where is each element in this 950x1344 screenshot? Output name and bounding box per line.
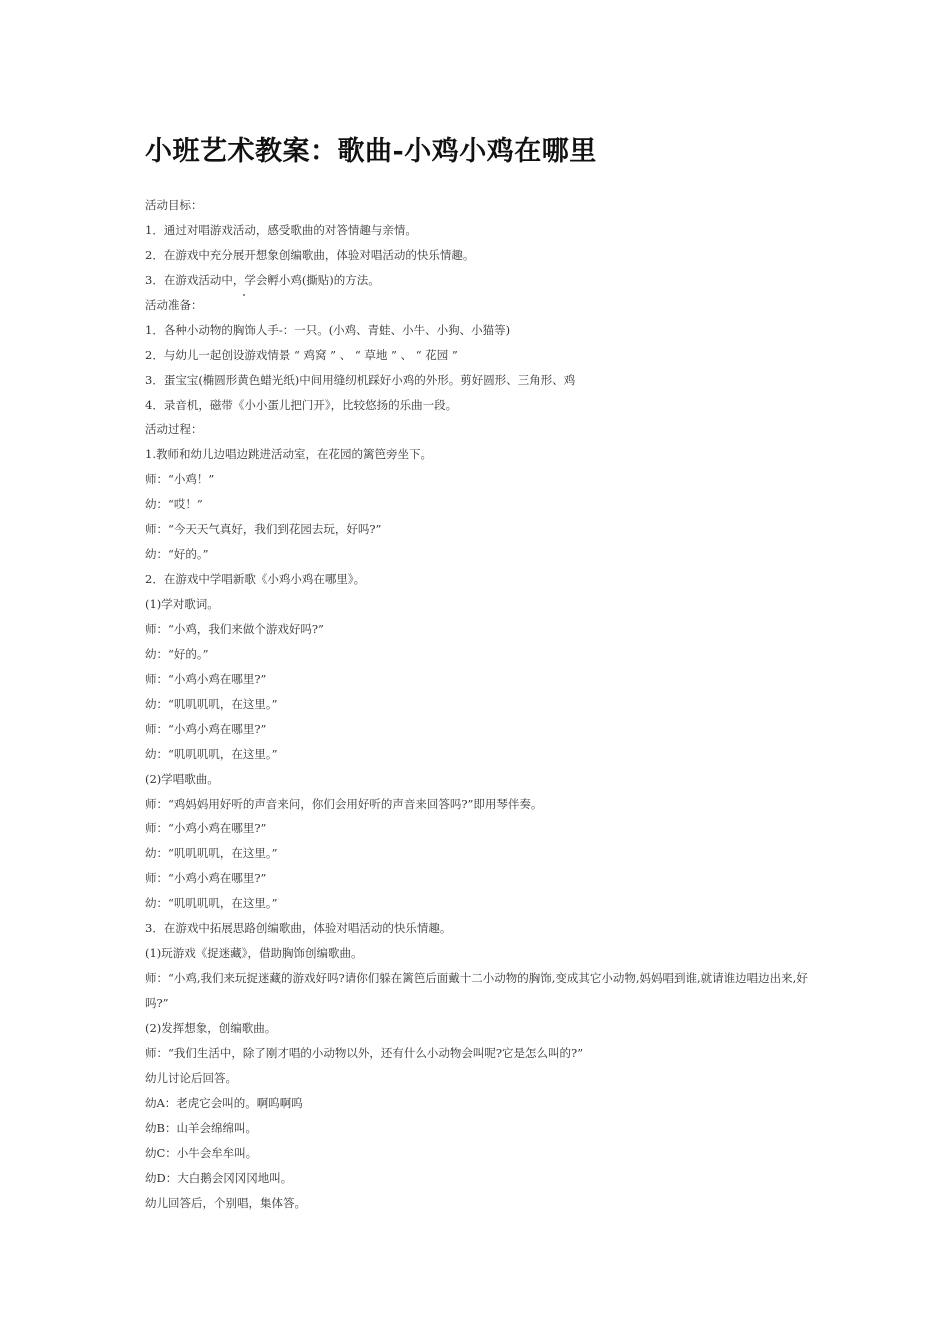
text-line: 幼A：老虎它会叫的。啊呜啊呜 <box>145 1095 303 1110</box>
text-line: 幼儿回答后，个别唱，集体答。 <box>145 1195 306 1210</box>
text-line: 师：“小鸡！” <box>145 472 215 487</box>
text-line: 2．与幼儿一起创设游戏情景 “ 鸡窝 ” 、 “ 草地 ” 、 “ 花园 ” <box>145 347 458 362</box>
text-line: 2．在游戏中充分展开想象创编歌曲，体验对唱活动的快乐情趣。 <box>145 247 475 262</box>
text-line: (1)学对歌词。 <box>145 597 219 611</box>
text-line: 活动准备： <box>145 297 203 312</box>
text-line: 幼：“叽叽叽叽，在这里。” <box>145 746 278 761</box>
text-line: 师：“鸡妈妈用好听的声音来问，你们会用好听的声音来回答吗?”即用琴伴奏。 <box>145 796 543 811</box>
text-line: 师：“小鸡,我们来玩捉迷藏的游戏好吗?请你们躲在篱笆后面戴十二小动物的胸饰,变成其它小动物,妈妈唱到谁,就请谁边唱边出来,好 <box>145 971 808 986</box>
text-line: 师：“小鸡小鸡在哪里?” <box>145 721 267 736</box>
text-line: 3．在游戏中拓展思路创编歌曲，体验对唱活动的快乐情趣。 <box>145 921 452 936</box>
text-line: 幼C：小牛会牟牟叫。 <box>145 1145 258 1160</box>
text-line: 1．通过对唱游戏活动，感受歌曲的对答情趣与亲情。 <box>145 222 417 237</box>
text-line: 1.教师和幼儿边唱边跳进活动室，在花园的篱笆旁坐下。 <box>145 447 432 462</box>
text-line: 师：“小鸡，我们来做个游戏好吗?” <box>145 621 324 636</box>
page-title: 小班艺术教案：歌曲-小鸡小鸡在哪里 <box>145 136 597 167</box>
text-line: 师：“我们生活中，除了刚才唱的小动物以外，还有什么小动物会叫呢?它是怎么叫的?” <box>145 1045 584 1060</box>
text-line: 2．在游戏中学唱新歌《小鸡小鸡在哪里》。 <box>145 572 366 587</box>
text-line: 4．录音机，磁带《小小蛋儿把门开》，比较悠扬的乐曲一段。 <box>145 397 458 412</box>
document-body <box>145 193 815 1215</box>
text-line: 师：“小鸡小鸡在哪里?” <box>145 821 267 836</box>
text-line: (1)玩游戏《捉迷藏》，借助胸饰创编歌曲。 <box>145 946 363 961</box>
text-line: 幼：“叽叽叽叽，在这里。” <box>145 846 278 861</box>
text-line: 师：“小鸡小鸡在哪里?” <box>145 871 267 886</box>
text-line: 3．在游戏活动中，学会孵小鸡(撕贴)的方法。 <box>145 272 380 287</box>
text-line: 幼：“哎！” <box>145 497 203 512</box>
text-line: 师：“小鸡小鸡在哪里?” <box>145 671 267 686</box>
text-line: 幼儿讨论后回答。 <box>145 1070 237 1085</box>
text-line: 幼：“好的。” <box>145 646 209 661</box>
text-line: 师：“今天天气真好，我们到花园去玩，好吗?” <box>145 522 382 537</box>
text-line: (2)学唱歌曲。 <box>145 771 219 786</box>
text-line: 幼：“好的。” <box>145 547 209 562</box>
text-line: 幼：“叽叽叽叽，在这里。” <box>145 896 278 911</box>
text-line: 1．各种小动物的胸饰人手-：一只。(小鸡、青蛙、小牛、小狗、小猫等) <box>145 322 511 337</box>
text-line: 活动目标： <box>145 198 203 212</box>
text-line: 幼B：山羊会绵绵叫。 <box>145 1120 257 1135</box>
text-line: 吗?” <box>145 996 169 1010</box>
text-line: 活动过程： <box>145 422 203 437</box>
text-line: 幼：“叽叽叽叽，在这里。” <box>145 696 278 711</box>
text-line: 幼D：大白鹅会冈冈冈地叫。 <box>145 1170 293 1185</box>
text-line: 3．蛋宝宝(椭圆形黄色蜡光纸)中间用缝纫机踩好小鸡的外形。剪好圆形、三角形、鸡 <box>145 372 576 387</box>
text-line: (2)发挥想象，创编歌曲。 <box>145 1020 277 1035</box>
